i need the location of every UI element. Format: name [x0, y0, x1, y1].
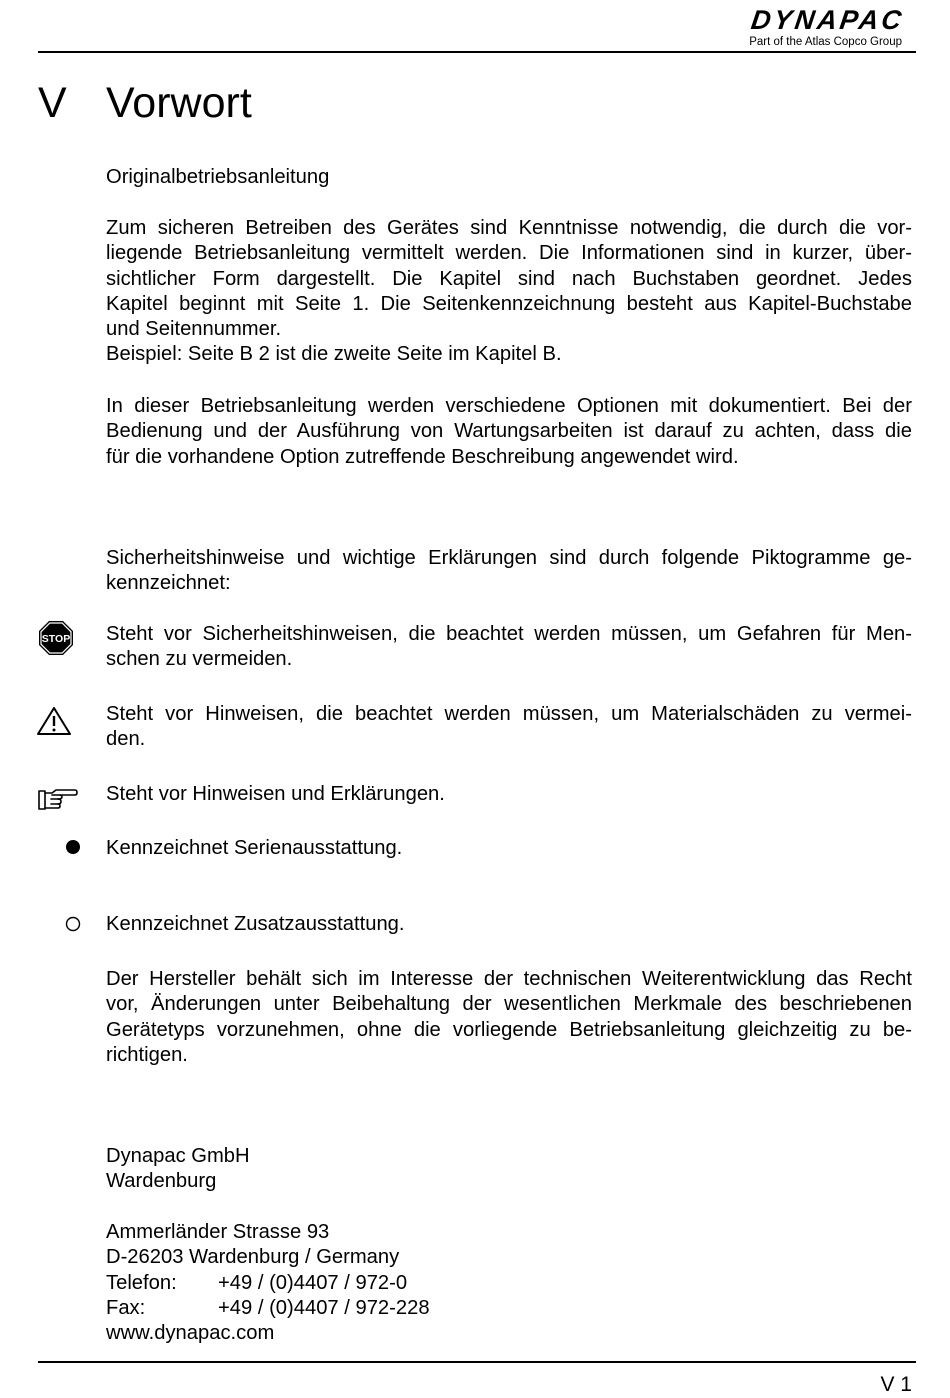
open-circle-icon — [65, 916, 81, 932]
pointing-hand-icon — [38, 788, 78, 812]
company-name-block — [106, 1144, 912, 1195]
paragraph-intro: Zum sicheren Betreiben des Gerätes sind Kenntnisse notwendig, die durch die vor- liegende Betriebsanleitung vermittelt werden. Die Informationen sind in kurzer, über- sichtlicher Form dargestellt. Die Kapitel sind nach Buchstaben geordnet. Jedes Kapitel beginnt mit Seite 1. Die Seitenkennzeichnung besteht aus Kapitel-Buchstabe und Seitennummer. Beispiel: Seite B 2 ist die zweite Seite im Kapitel B. — [106, 216, 912, 368]
paragraph-options: In dieser Betriebsanleitung werden verschiedene Optionen mit dokumentiert. Bei der Bedienung und der Ausführung von Wartungsarbeiten ist darauf zu achten, dass die für die vorhandene Option zutreffende Beschreibung angewendet wird. — [106, 395, 912, 468]
website-link[interactable]: www.dynapac.com — [106, 1322, 275, 1345]
svg-text:STOP: STOP — [41, 633, 71, 645]
pictogram-text-warning: Steht vor Hinweisen, die beachtet werden müssen, um Materialschäden zu vermei- den. — [106, 703, 912, 751]
address-postal: D-26203 Wardenburg / Germany — [106, 1246, 400, 1269]
company-city: Wardenburg — [106, 1170, 217, 1193]
phone-row — [106, 1271, 912, 1296]
filled-circle-icon — [65, 839, 81, 855]
chapter-letter: V — [38, 79, 67, 127]
phone-label: Telefon: — [106, 1271, 177, 1294]
company-name: Dynapac GmbH — [106, 1145, 250, 1167]
company-address — [106, 1220, 912, 1346]
logo-wordmark: DYNAPAC — [749, 5, 907, 35]
fax-label: Fax: — [106, 1296, 146, 1319]
chapter-title: Vorwort — [106, 79, 252, 127]
footer-rule — [38, 1361, 916, 1363]
dynapac-logo — [682, 5, 907, 49]
pictogram-text-optional: Kennzeichnet Zusatzausstattung. — [106, 913, 405, 935]
header-rule — [38, 51, 916, 53]
address-street: Ammerländer Strasse 93 — [106, 1221, 330, 1243]
example-line: Beispiel: Seite B 2 ist die zweite Seite im Kapitel B. — [106, 343, 562, 366]
intro-heading: Originalbetriebsanleitung — [106, 166, 330, 188]
fax-number: +49 / (0)4407 / 972-228 — [218, 1296, 430, 1319]
paragraph-manufacturer: Der Hersteller behält sich im Interesse der technischen Weiterentwicklung das Recht vor, Änderungen unter Beibehaltung der wesentlichen Merkmale des beschriebenen Gerätetyps vorzunehmen, ohne die vorliegende Betriebsanleitung gleichzeitig zu be- richtigen. — [106, 968, 912, 1066]
warning-triangle-icon — [36, 706, 72, 736]
fax-row — [106, 1296, 912, 1321]
pictogram-text-stop: Steht vor Sicherheitshinweisen, die beachtet werden müssen, um Gefahren für Men- schen zu vermeiden. — [106, 623, 912, 671]
pictogram-intro: Sicherheitshinweise und wichtige Erklärungen sind durch folgende Piktogramme ge- kennzeichnet: — [106, 547, 912, 595]
page-number: V 1 — [880, 1373, 912, 1396]
pictogram-text-info: Steht vor Hinweisen und Erklärungen. — [106, 783, 445, 805]
pictogram-text-standard: Kennzeichnet Serienausstattung. — [106, 837, 403, 859]
stop-sign-icon — [38, 620, 74, 656]
phone-number: +49 / (0)4407 / 972-0 — [218, 1271, 408, 1294]
logo-subtitle: Part of the Atlas Copco Group — [749, 36, 902, 48]
